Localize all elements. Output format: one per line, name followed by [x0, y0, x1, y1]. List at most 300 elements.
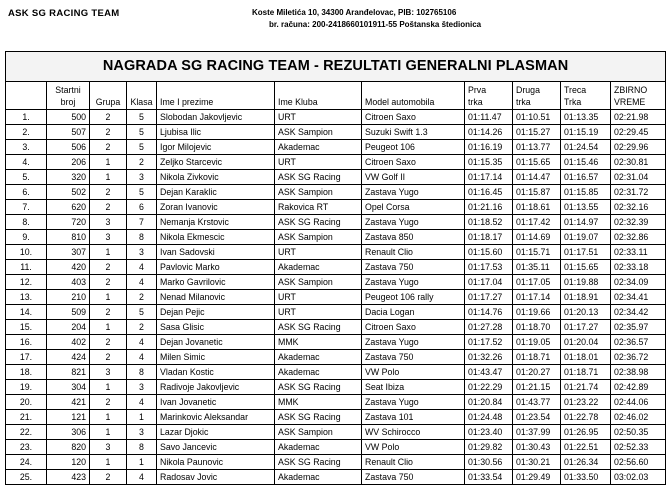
- cell-r1: 01:23.40: [465, 425, 513, 440]
- cell-model: Zastava 101: [362, 410, 465, 425]
- cell-total: 02:38.98: [611, 365, 666, 380]
- cell-name: Lazar Djokic: [157, 425, 275, 440]
- cell-r3: 01:13.35: [561, 110, 611, 125]
- table-row: [6, 410, 666, 425]
- cell-klasa: 1: [127, 410, 157, 425]
- cell-name: Zeljko Starcevic: [157, 155, 275, 170]
- cell-r3: 01:20.13: [561, 305, 611, 320]
- cell-start: 500: [47, 110, 90, 125]
- cell-model: Citroen Saxo: [362, 155, 465, 170]
- cell-klasa: 8: [127, 440, 157, 455]
- col-header-r3: [561, 82, 611, 110]
- cell-model: Zastava 850: [362, 230, 465, 245]
- cell-r2: 01:15.71: [513, 245, 561, 260]
- cell-start: 424: [47, 350, 90, 365]
- cell-r2: 01:37.99: [513, 425, 561, 440]
- cell-klasa: 4: [127, 350, 157, 365]
- cell-grupa: 1: [90, 380, 127, 395]
- cell-model: Zastava Yugo: [362, 275, 465, 290]
- table-row: [6, 125, 666, 140]
- col-header-r1-b: trka: [468, 97, 483, 107]
- cell-r3: 01:20.04: [561, 335, 611, 350]
- cell-r1: 01:33.54: [465, 470, 513, 485]
- cell-name: Nenad Milanovic: [157, 290, 275, 305]
- cell-r1: 01:18.17: [465, 230, 513, 245]
- table-row: [6, 275, 666, 290]
- cell-name: Ivan Sadovski: [157, 245, 275, 260]
- cell-grupa: 1: [90, 320, 127, 335]
- cell-club: Akademac: [275, 470, 362, 485]
- cell-r1: 01:21.16: [465, 200, 513, 215]
- cell-club: MMK: [275, 335, 362, 350]
- col-header-r1-a: Prva: [468, 85, 487, 95]
- cell-model: Citroen Saxo: [362, 110, 465, 125]
- cell-klasa: 2: [127, 155, 157, 170]
- cell-club: URT: [275, 305, 362, 320]
- cell-club: ASK Sampion: [275, 185, 362, 200]
- table-row: [6, 425, 666, 440]
- cell-r3: 01:26.95: [561, 425, 611, 440]
- table-row: [6, 350, 666, 365]
- cell-model: Zastava Yugo: [362, 185, 465, 200]
- col-header-r2-b: trka: [516, 97, 531, 107]
- cell-klasa: 5: [127, 305, 157, 320]
- cell-grupa: 2: [90, 200, 127, 215]
- cell-start: 720: [47, 215, 90, 230]
- cell-grupa: 2: [90, 305, 127, 320]
- cell-klasa: 1: [127, 455, 157, 470]
- cell-r3: 01:15.85: [561, 185, 611, 200]
- table-row: [6, 215, 666, 230]
- cell-total: 02:33.18: [611, 260, 666, 275]
- cell-model: Opel Corsa: [362, 200, 465, 215]
- table-row: [6, 140, 666, 155]
- cell-grupa: 3: [90, 215, 127, 230]
- cell-start: 306: [47, 425, 90, 440]
- cell-r3: 01:26.34: [561, 455, 611, 470]
- cell-total: 02:34.42: [611, 305, 666, 320]
- cell-club: Akademac: [275, 140, 362, 155]
- cell-start: 420: [47, 260, 90, 275]
- cell-total: 02:29.45: [611, 125, 666, 140]
- cell-start: 320: [47, 170, 90, 185]
- cell-r3: 01:16.57: [561, 170, 611, 185]
- cell-club: ASK Sampion: [275, 230, 362, 245]
- cell-start: 507: [47, 125, 90, 140]
- cell-name: Igor Milojevic: [157, 140, 275, 155]
- cell-model: Zastava Yugo: [362, 395, 465, 410]
- cell-pos: 20.: [6, 395, 47, 410]
- cell-r1: 01:14.26: [465, 125, 513, 140]
- cell-r3: 01:22.51: [561, 440, 611, 455]
- cell-total: 02:42.89: [611, 380, 666, 395]
- cell-club: ASK SG Racing: [275, 215, 362, 230]
- cell-klasa: 3: [127, 245, 157, 260]
- cell-klasa: 8: [127, 230, 157, 245]
- cell-r3: 01:17.51: [561, 245, 611, 260]
- cell-r3: 01:18.01: [561, 350, 611, 365]
- cell-total: 02:34.09: [611, 275, 666, 290]
- cell-r2: 01:18.71: [513, 350, 561, 365]
- cell-start: 423: [47, 470, 90, 485]
- cell-club: ASK SG Racing: [275, 455, 362, 470]
- cell-total: 02:30.81: [611, 155, 666, 170]
- cell-r3: 01:22.78: [561, 410, 611, 425]
- cell-name: Nikola Ekmescic: [157, 230, 275, 245]
- col-header-start-a: Startni: [55, 85, 81, 95]
- cell-start: 307: [47, 245, 90, 260]
- cell-name: Savo Jancevic: [157, 440, 275, 455]
- cell-r3: 01:18.91: [561, 290, 611, 305]
- table-row: [6, 110, 666, 125]
- cell-model: Renault Clio: [362, 245, 465, 260]
- cell-club: URT: [275, 290, 362, 305]
- cell-grupa: 3: [90, 365, 127, 380]
- cell-total: 02:36.72: [611, 350, 666, 365]
- cell-total: 02:31.72: [611, 185, 666, 200]
- cell-grupa: 3: [90, 230, 127, 245]
- cell-grupa: 2: [90, 185, 127, 200]
- cell-r3: 01:19.07: [561, 230, 611, 245]
- cell-r1: 01:17.14: [465, 170, 513, 185]
- cell-total: 02:46.02: [611, 410, 666, 425]
- cell-name: Slobodan Jakovljevic: [157, 110, 275, 125]
- col-header-start: [47, 82, 90, 110]
- cell-grupa: 1: [90, 425, 127, 440]
- cell-r2: 01:15.87: [513, 185, 561, 200]
- col-header-total: [611, 82, 666, 110]
- cell-r2: 01:14.69: [513, 230, 561, 245]
- results-table: [5, 51, 666, 485]
- cell-model: Zastava 750: [362, 350, 465, 365]
- cell-r2: 01:15.27: [513, 125, 561, 140]
- cell-start: 821: [47, 365, 90, 380]
- table-row: [6, 245, 666, 260]
- cell-pos: 18.: [6, 365, 47, 380]
- cell-model: VW Golf II: [362, 170, 465, 185]
- cell-name: Dejan Karaklic: [157, 185, 275, 200]
- cell-club: ASK Sampion: [275, 425, 362, 440]
- cell-model: WV Schirocco: [362, 425, 465, 440]
- cell-r3: 01:17.27: [561, 320, 611, 335]
- cell-r2: 01:19.66: [513, 305, 561, 320]
- cell-pos: 19.: [6, 380, 47, 395]
- cell-pos: 9.: [6, 230, 47, 245]
- cell-klasa: 8: [127, 365, 157, 380]
- cell-klasa: 4: [127, 260, 157, 275]
- cell-r3: 01:13.55: [561, 200, 611, 215]
- cell-start: 506: [47, 140, 90, 155]
- cell-r2: 01:43.77: [513, 395, 561, 410]
- cell-name: Pavlovic Marko: [157, 260, 275, 275]
- cell-klasa: 2: [127, 320, 157, 335]
- cell-r2: 01:21.15: [513, 380, 561, 395]
- cell-pos: 4.: [6, 155, 47, 170]
- col-header-total-b: VREME: [614, 97, 646, 107]
- cell-r3: 01:24.54: [561, 140, 611, 155]
- cell-pos: 15.: [6, 320, 47, 335]
- cell-total: 02:32.16: [611, 200, 666, 215]
- cell-start: 421: [47, 395, 90, 410]
- team-account: br. računa: 200-2418660101911-55 Poštanska štedionica: [269, 20, 482, 29]
- cell-r2: 01:20.27: [513, 365, 561, 380]
- cell-r3: 01:15.65: [561, 260, 611, 275]
- cell-start: 509: [47, 305, 90, 320]
- cell-r3: 01:21.74: [561, 380, 611, 395]
- cell-club: Rakovica RT: [275, 200, 362, 215]
- cell-r2: 01:23.54: [513, 410, 561, 425]
- cell-name: Marinkovic Aleksandar: [157, 410, 275, 425]
- cell-model: Peugeot 106 rally: [362, 290, 465, 305]
- cell-pos: 3.: [6, 140, 47, 155]
- cell-start: 204: [47, 320, 90, 335]
- page-title: NAGRADA SG RACING TEAM - REZULTATI GENERALNI PLASMAN: [6, 52, 666, 82]
- cell-pos: 1.: [6, 110, 47, 125]
- cell-name: Vladan Kostic: [157, 365, 275, 380]
- table-row: [6, 335, 666, 350]
- cell-name: Zoran Ivanovic: [157, 200, 275, 215]
- cell-grupa: 2: [90, 350, 127, 365]
- cell-grupa: 2: [90, 110, 127, 125]
- cell-r3: 01:19.88: [561, 275, 611, 290]
- cell-name: Dejan Pejic: [157, 305, 275, 320]
- cell-start: 620: [47, 200, 90, 215]
- col-header-r2: [513, 82, 561, 110]
- table-row: [6, 305, 666, 320]
- cell-klasa: 4: [127, 470, 157, 485]
- cell-total: 02:50.35: [611, 425, 666, 440]
- cell-grupa: 1: [90, 455, 127, 470]
- cell-grupa: 1: [90, 170, 127, 185]
- cell-name: Nemanja Krstovic: [157, 215, 275, 230]
- cell-pos: 12.: [6, 275, 47, 290]
- cell-total: 02:44.06: [611, 395, 666, 410]
- cell-pos: 10.: [6, 245, 47, 260]
- cell-pos: 6.: [6, 185, 47, 200]
- cell-name: Dejan Jovanetic: [157, 335, 275, 350]
- cell-r1: 01:17.53: [465, 260, 513, 275]
- cell-r2: 01:19.05: [513, 335, 561, 350]
- table-row: [6, 395, 666, 410]
- cell-klasa: 3: [127, 170, 157, 185]
- cell-klasa: 4: [127, 395, 157, 410]
- cell-model: Seat Ibiza: [362, 380, 465, 395]
- table-row: [6, 365, 666, 380]
- cell-total: 02:32.86: [611, 230, 666, 245]
- cell-club: MMK: [275, 395, 362, 410]
- cell-club: Akademac: [275, 440, 362, 455]
- cell-r3: 01:14.97: [561, 215, 611, 230]
- cell-name: Ivan Jovanetic: [157, 395, 275, 410]
- cell-grupa: 1: [90, 290, 127, 305]
- table-row: [6, 440, 666, 455]
- cell-grupa: 1: [90, 155, 127, 170]
- cell-total: 02:32.39: [611, 215, 666, 230]
- title-row: [6, 52, 666, 82]
- cell-pos: 16.: [6, 335, 47, 350]
- cell-r1: 01:16.19: [465, 140, 513, 155]
- cell-r1: 01:29.82: [465, 440, 513, 455]
- table-row: [6, 200, 666, 215]
- table-row: [6, 290, 666, 305]
- cell-model: VW Polo: [362, 440, 465, 455]
- cell-start: 502: [47, 185, 90, 200]
- cell-grupa: 2: [90, 260, 127, 275]
- table-row: [6, 470, 666, 485]
- cell-r1: 01:43.47: [465, 365, 513, 380]
- cell-grupa: 2: [90, 125, 127, 140]
- header-row: [6, 82, 666, 110]
- cell-grupa: 2: [90, 275, 127, 290]
- cell-club: ASK SG Racing: [275, 410, 362, 425]
- cell-start: 121: [47, 410, 90, 425]
- cell-klasa: 5: [127, 110, 157, 125]
- cell-r1: 01:17.52: [465, 335, 513, 350]
- cell-klasa: 3: [127, 380, 157, 395]
- cell-model: Zastava 750: [362, 260, 465, 275]
- cell-r1: 01:22.29: [465, 380, 513, 395]
- col-header-model: Model automobila: [362, 82, 465, 110]
- table-row: [6, 320, 666, 335]
- cell-name: Radivoje Jakovljevic: [157, 380, 275, 395]
- cell-pos: 11.: [6, 260, 47, 275]
- cell-pos: 8.: [6, 215, 47, 230]
- cell-club: URT: [275, 110, 362, 125]
- cell-model: Dacia Logan: [362, 305, 465, 320]
- cell-pos: 25.: [6, 470, 47, 485]
- cell-klasa: 6: [127, 200, 157, 215]
- cell-start: 120: [47, 455, 90, 470]
- cell-total: 02:36.57: [611, 335, 666, 350]
- cell-klasa: 5: [127, 140, 157, 155]
- cell-pos: 17.: [6, 350, 47, 365]
- col-header-start-b: broj: [60, 97, 76, 107]
- cell-r2: 01:17.05: [513, 275, 561, 290]
- table-row: [6, 380, 666, 395]
- cell-total: 02:52.33: [611, 440, 666, 455]
- cell-r1: 01:17.04: [465, 275, 513, 290]
- cell-r2: 01:10.51: [513, 110, 561, 125]
- cell-r2: 01:15.65: [513, 155, 561, 170]
- cell-total: 02:31.04: [611, 170, 666, 185]
- cell-club: Akademac: [275, 260, 362, 275]
- table-row: [6, 170, 666, 185]
- col-header-pos: [6, 82, 47, 110]
- cell-club: ASK Sampion: [275, 275, 362, 290]
- cell-klasa: 2: [127, 290, 157, 305]
- table-row: [6, 260, 666, 275]
- cell-r2: 01:18.70: [513, 320, 561, 335]
- cell-name: Radosav Jovic: [157, 470, 275, 485]
- cell-r1: 01:11.47: [465, 110, 513, 125]
- cell-name: Marko Gavrilovic: [157, 275, 275, 290]
- cell-pos: 7.: [6, 200, 47, 215]
- cell-r3: 01:15.19: [561, 125, 611, 140]
- col-header-name: Ime I prezime: [157, 82, 275, 110]
- col-header-grupa: Grupa: [90, 82, 127, 110]
- cell-club: URT: [275, 245, 362, 260]
- team-address-block: [252, 7, 481, 31]
- cell-total: 02:29.96: [611, 140, 666, 155]
- cell-r1: 01:30.56: [465, 455, 513, 470]
- cell-klasa: 5: [127, 125, 157, 140]
- cell-club: ASK SG Racing: [275, 380, 362, 395]
- cell-name: Ljubisa Ilic: [157, 125, 275, 140]
- cell-grupa: 2: [90, 395, 127, 410]
- cell-grupa: 3: [90, 440, 127, 455]
- cell-total: 02:33.11: [611, 245, 666, 260]
- cell-r1: 01:27.28: [465, 320, 513, 335]
- cell-grupa: 2: [90, 140, 127, 155]
- cell-club: Akademac: [275, 365, 362, 380]
- cell-total: 02:56.60: [611, 455, 666, 470]
- col-header-klasa: Klasa: [127, 82, 157, 110]
- cell-model: VW Polo: [362, 365, 465, 380]
- cell-model: Citroen Saxo: [362, 320, 465, 335]
- cell-name: Nikola Zivkovic: [157, 170, 275, 185]
- cell-grupa: 2: [90, 470, 127, 485]
- cell-start: 304: [47, 380, 90, 395]
- table-row: [6, 455, 666, 470]
- cell-r1: 01:24.48: [465, 410, 513, 425]
- team-name: ASK SG RACING TEAM: [8, 8, 120, 19]
- cell-klasa: 4: [127, 275, 157, 290]
- cell-grupa: 1: [90, 410, 127, 425]
- cell-club: Akademac: [275, 350, 362, 365]
- cell-total: 02:21.98: [611, 110, 666, 125]
- cell-name: Nikola Paunovic: [157, 455, 275, 470]
- cell-r1: 01:16.45: [465, 185, 513, 200]
- cell-r1: 01:14.76: [465, 305, 513, 320]
- cell-pos: 13.: [6, 290, 47, 305]
- col-header-r3-a: Treca: [564, 85, 587, 95]
- cell-r1: 01:32.26: [465, 350, 513, 365]
- cell-r2: 01:17.14: [513, 290, 561, 305]
- cell-r2: 01:35.11: [513, 260, 561, 275]
- cell-model: Peugeot 106: [362, 140, 465, 155]
- cell-start: 820: [47, 440, 90, 455]
- cell-klasa: 5: [127, 185, 157, 200]
- cell-total: 02:35.97: [611, 320, 666, 335]
- cell-pos: 2.: [6, 125, 47, 140]
- cell-pos: 5.: [6, 170, 47, 185]
- col-header-r2-a: Druga: [516, 85, 540, 95]
- cell-r3: 01:33.50: [561, 470, 611, 485]
- cell-r1: 01:20.84: [465, 395, 513, 410]
- cell-klasa: 4: [127, 335, 157, 350]
- table-row: [6, 155, 666, 170]
- cell-pos: 21.: [6, 410, 47, 425]
- cell-club: URT: [275, 155, 362, 170]
- cell-start: 206: [47, 155, 90, 170]
- cell-model: Renault Clio: [362, 455, 465, 470]
- cell-r2: 01:18.61: [513, 200, 561, 215]
- cell-r1: 01:18.52: [465, 215, 513, 230]
- cell-model: Zastava Yugo: [362, 215, 465, 230]
- cell-total: 03:02.03: [611, 470, 666, 485]
- cell-r3: 01:23.22: [561, 395, 611, 410]
- cell-club: ASK SG Racing: [275, 170, 362, 185]
- table-row: [6, 185, 666, 200]
- cell-r2: 01:30.43: [513, 440, 561, 455]
- cell-pos: 14.: [6, 305, 47, 320]
- cell-club: ASK Sampion: [275, 125, 362, 140]
- col-header-r1: [465, 82, 513, 110]
- cell-start: 810: [47, 230, 90, 245]
- cell-start: 210: [47, 290, 90, 305]
- cell-r1: 01:15.60: [465, 245, 513, 260]
- cell-r3: 01:15.46: [561, 155, 611, 170]
